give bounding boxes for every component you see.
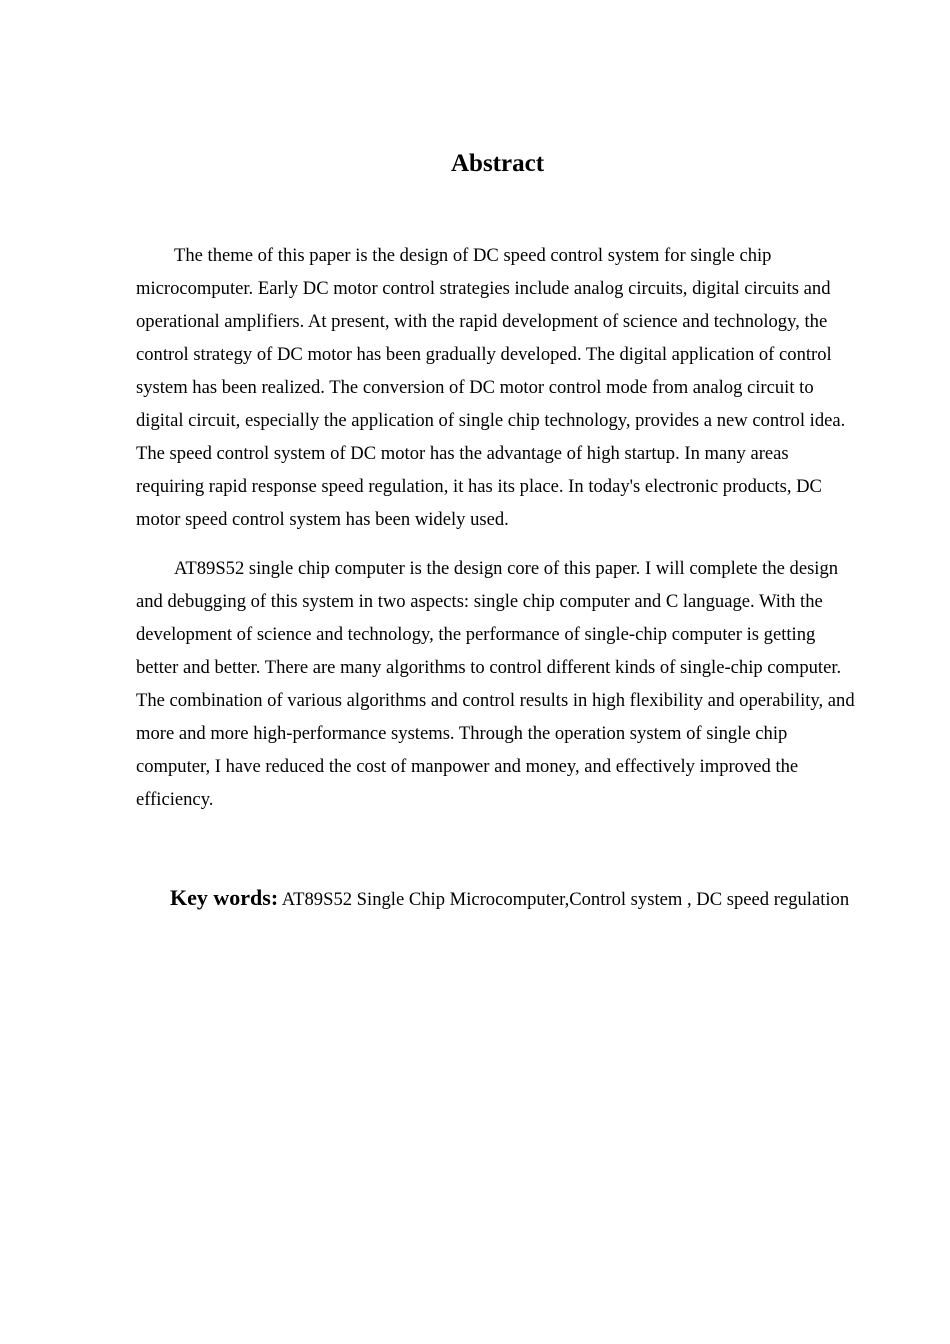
keywords-line [136,881,860,917]
keywords-label: Key words: [170,885,279,910]
abstract-paragraph-1: The theme of this paper is the design of DC speed control system for single chip microcomputer. Early DC motor control strategies include analog circuits, digital circuits and operational amplifiers. At present, with the rapid development of science and technology, the control strategy of DC motor has been gradually developed. The digital application of control system has been realized. The conversion of DC motor control mode from analog circuit to digital circuit, especially the application of single chip technology, provides a new control idea. The speed control system of DC motor has the advantage of high startup. In many areas requiring rapid response speed regulation, it has its place. In today's electronic products, DC motor speed control system has been widely used. [136,245,846,530]
abstract-paragraph-2: AT89S52 single chip computer is the design core of this paper. I will complete the design and debugging of this system in two aspects: single chip computer and C language. With the development of science and technology, the performance of single-chip computer is getting better and better. There are many algorithms to control different kinds of single-chip computer. The combination of various algorithms and control results in high flexibility and operability, and more and more high-performance systems. Through the operation system of single chip computer, I have reduced the cost of manpower and money, and effectively improved the efficiency. [136,558,855,810]
keywords-text: AT89S52 Single Chip Microcomputer,Control system , DC speed regulation [281,889,850,910]
abstract-title: Abstract [450,150,545,177]
abstract-body [136,239,860,832]
